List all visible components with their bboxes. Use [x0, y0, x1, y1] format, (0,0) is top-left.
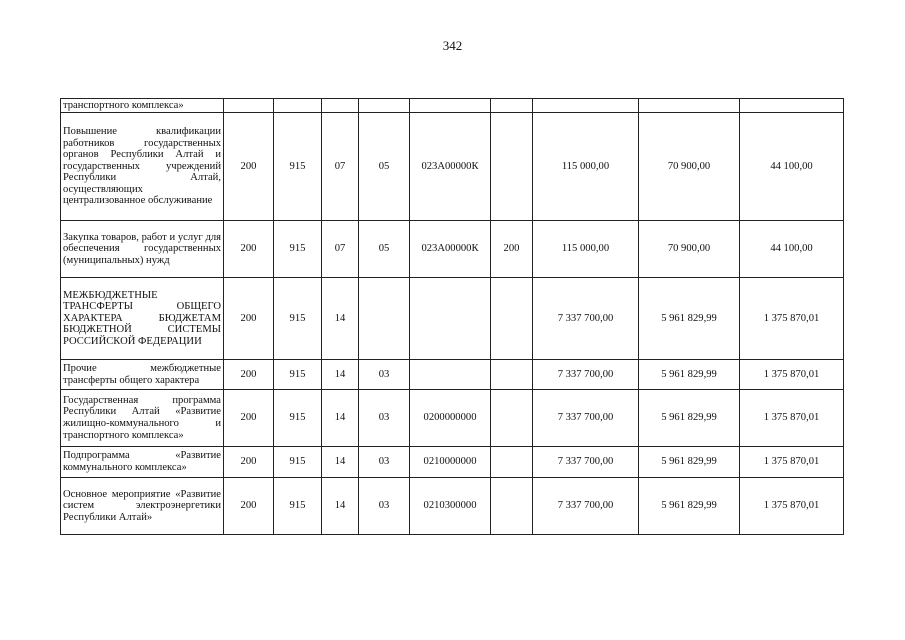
row-description: Прочие межбюджетные трансферты общего характера	[61, 360, 224, 390]
table-row	[61, 478, 844, 535]
cell-subsection	[359, 278, 410, 360]
cell-amount-regional: 1 375 870,01	[740, 478, 844, 535]
cell-amount-regional: 44 100,00	[740, 113, 844, 221]
cell-amount-regional	[740, 99, 844, 113]
table-row	[61, 360, 844, 390]
cell-amount-total: 115 000,00	[533, 113, 639, 221]
cell-admin-code: 915	[274, 360, 322, 390]
cell-amount-regional: 1 375 870,01	[740, 278, 844, 360]
cell-section: 14	[322, 447, 359, 478]
cell-amount-federal: 70 900,00	[639, 113, 740, 221]
page-number: 342	[442, 38, 463, 53]
cell-ministry: 200	[224, 113, 274, 221]
cell-admin-code: 915	[274, 278, 322, 360]
cell-amount-federal: 5 961 829,99	[639, 278, 740, 360]
cell-expense-type	[491, 278, 533, 360]
cell-section: 14	[322, 478, 359, 535]
table-row	[61, 278, 844, 360]
cell-ministry: 200	[224, 360, 274, 390]
table-row	[61, 99, 844, 113]
cell-section: 07	[322, 113, 359, 221]
cell-expense-type	[491, 99, 533, 113]
cell-expense-type	[491, 478, 533, 535]
cell-amount-federal: 5 961 829,99	[639, 447, 740, 478]
cell-amount-regional: 44 100,00	[740, 221, 844, 278]
cell-amount-total: 7 337 700,00	[533, 447, 639, 478]
cell-subsection: 05	[359, 113, 410, 221]
cell-amount-federal	[639, 99, 740, 113]
cell-admin-code: 915	[274, 221, 322, 278]
cell-amount-regional: 1 375 870,01	[740, 360, 844, 390]
cell-expense-type	[491, 447, 533, 478]
cell-section: 14	[322, 390, 359, 447]
cell-amount-regional: 1 375 870,01	[740, 447, 844, 478]
cell-target-article: 0210300000	[410, 478, 491, 535]
cell-amount-federal: 5 961 829,99	[639, 478, 740, 535]
table-row	[61, 390, 844, 447]
cell-admin-code: 915	[274, 447, 322, 478]
cell-expense-type	[491, 113, 533, 221]
cell-section: 14	[322, 360, 359, 390]
row-description: Подпрограмма «Развитие коммунального комплекса»	[61, 447, 224, 478]
cell-expense-type: 200	[491, 221, 533, 278]
cell-section: 07	[322, 221, 359, 278]
cell-target-article	[410, 99, 491, 113]
row-description: Основное мероприятие «Развитие систем электроэнергетики Республики Алтай»	[61, 478, 224, 535]
cell-target-article: 0200000000	[410, 390, 491, 447]
cell-target-article	[410, 278, 491, 360]
cell-amount-total: 7 337 700,00	[533, 278, 639, 360]
cell-subsection: 03	[359, 478, 410, 535]
cell-ministry: 200	[224, 447, 274, 478]
row-description: МЕЖБЮДЖЕТНЫЕ ТРАНСФЕРТЫ ОБЩЕГО ХАРАКТЕРА БЮДЖЕТАМ БЮДЖЕТНОЙ СИСТЕМЫ РОССИЙСКОЙ ФЕДЕРАЦИИ	[61, 278, 224, 360]
row-description: транспортного комплекса»	[61, 99, 224, 113]
budget-table	[60, 98, 844, 535]
cell-ministry: 200	[224, 221, 274, 278]
row-description: Повышение квалификации работников государственных органов Республики Алтай и государственных учреждений Республики Алтай, осуществляющих централизованное обслуживание	[61, 113, 224, 221]
cell-amount-total: 7 337 700,00	[533, 390, 639, 447]
cell-ministry: 200	[224, 278, 274, 360]
row-description: Закупка товаров, работ и услуг для обеспечения государственных (муниципальных) нужд	[61, 221, 224, 278]
cell-admin-code: 915	[274, 113, 322, 221]
cell-amount-federal: 70 900,00	[639, 221, 740, 278]
cell-amount-regional: 1 375 870,01	[740, 390, 844, 447]
cell-amount-federal: 5 961 829,99	[639, 360, 740, 390]
cell-subsection: 05	[359, 221, 410, 278]
cell-section	[322, 99, 359, 113]
cell-amount-total: 7 337 700,00	[533, 478, 639, 535]
cell-amount-total: 115 000,00	[533, 221, 639, 278]
cell-ministry: 200	[224, 390, 274, 447]
cell-subsection: 03	[359, 447, 410, 478]
cell-subsection: 03	[359, 390, 410, 447]
cell-admin-code: 915	[274, 478, 322, 535]
cell-amount-federal: 5 961 829,99	[639, 390, 740, 447]
cell-amount-total: 7 337 700,00	[533, 360, 639, 390]
cell-ministry	[224, 99, 274, 113]
cell-ministry: 200	[224, 478, 274, 535]
cell-target-article: 023А00000К	[410, 113, 491, 221]
cell-subsection	[359, 99, 410, 113]
cell-subsection: 03	[359, 360, 410, 390]
cell-admin-code	[274, 99, 322, 113]
cell-target-article: 023А00000К	[410, 221, 491, 278]
table-row	[61, 447, 844, 478]
row-description: Государственная программа Республики Алтай «Развитие жилищно-коммунального и транспортного комплекса»	[61, 390, 224, 447]
cell-target-article	[410, 360, 491, 390]
cell-expense-type	[491, 360, 533, 390]
cell-admin-code: 915	[274, 390, 322, 447]
table-row	[61, 221, 844, 278]
cell-section: 14	[322, 278, 359, 360]
cell-target-article: 0210000000	[410, 447, 491, 478]
table-row	[61, 113, 844, 221]
cell-expense-type	[491, 390, 533, 447]
cell-amount-total	[533, 99, 639, 113]
